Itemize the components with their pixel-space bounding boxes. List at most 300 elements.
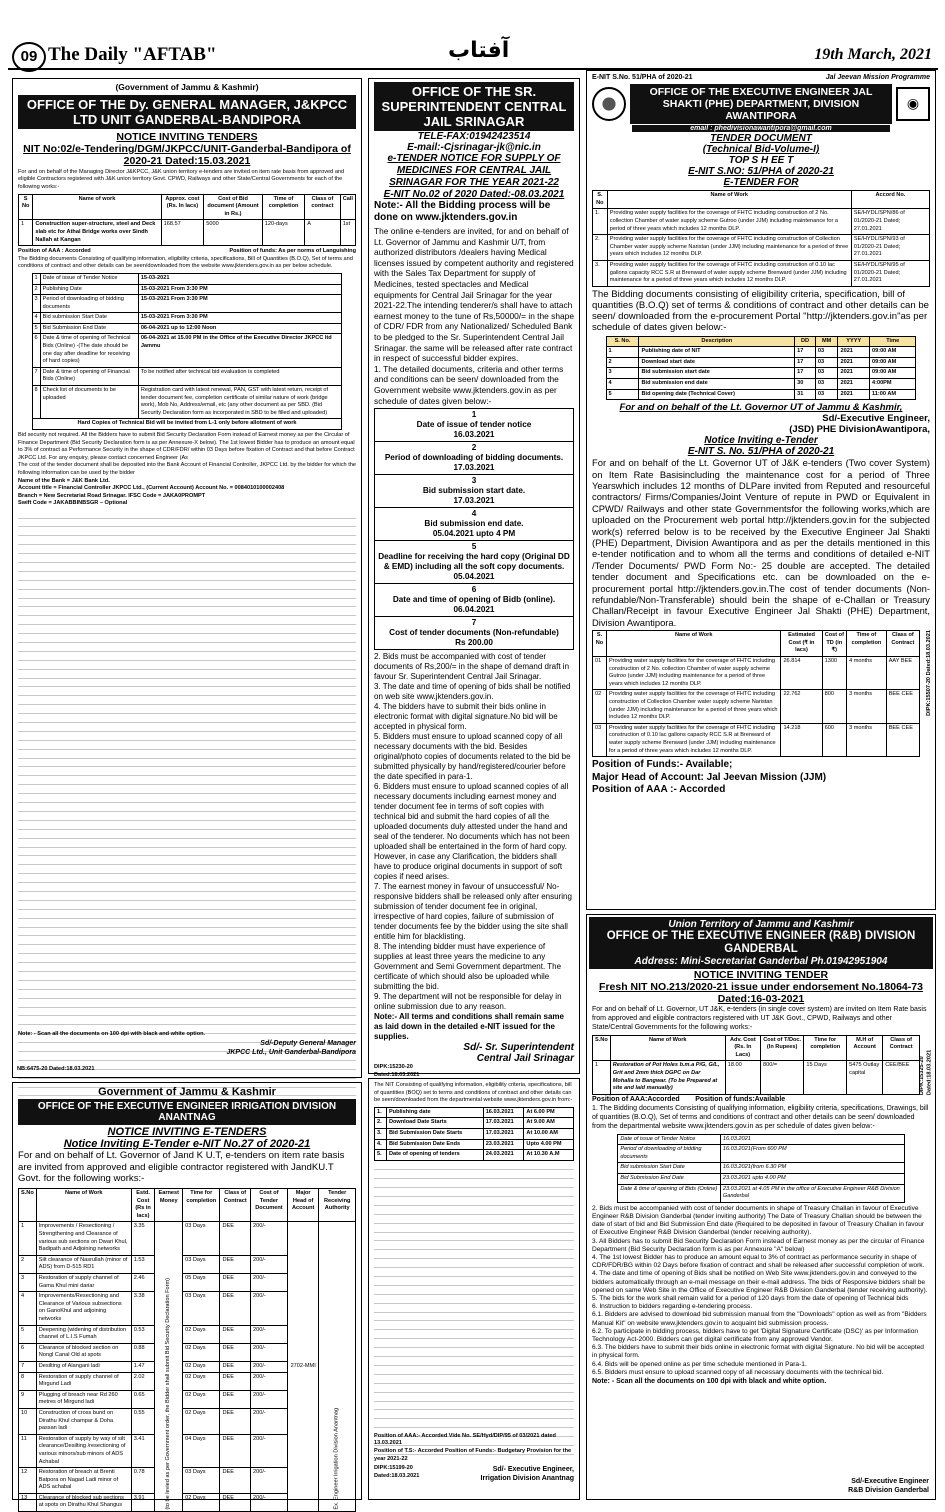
table-cell: SE/HYDL/SPN/93 of 01/2020-21 Dated; 27.01.2021 [851,235,929,261]
office-banner: OFFICE OF THE SR. SUPERINTENDENT CENTRAL JAIL SRINAGAR [374,82,574,131]
table-cell: 0.88 [131,1343,155,1361]
table-header-row [19,194,356,220]
schedule-intro: 1. The detailed documents, criteria and other terms and conditions can be seen/ downloaded from the Government website www.jktenders.gov.in as per schedule of dates given below:- [374,363,564,406]
table-cell: 2. [375,1118,387,1129]
table-cell: 15-03-2021 From 3:30 PM [138,284,342,295]
table-cell: 5 [19,1325,37,1343]
table-row [618,1163,904,1174]
table-header-row [593,1035,920,1061]
table-cell: 02 Days [183,1343,220,1361]
table-cell: At 10.00 AM [524,1128,574,1139]
schedule-table [374,1107,574,1161]
table-header: Cost of Bid document (Amount in Rs.) [204,194,263,220]
notice-title: Notice Inviting e-Tender [704,435,818,447]
bidding-note: Note:- All the Bidding process will be done on www.jktenders.gov.in [374,200,551,223]
position-funds: Position of funds: As per norms of Languishing [229,248,356,255]
table-row [618,1134,904,1145]
table-cell: 0.78 [131,1468,155,1494]
table-header: Name of work [33,194,161,220]
table-cell: 5475 Outlay capital [847,1061,883,1094]
telefax: TELE-FAX:01942423514 [417,131,531,142]
table-cell: Providing water supply facilities for the coverage of FHTC including construction of 2 No. collection Chamber of water supply scheme Gutroo (under JJM) including maintenance for a period of three years which includes 12 months DLP. [607,209,851,235]
table-header: S.No [19,1189,37,1222]
position-aaa: Position of AAA : Accorded [18,248,91,255]
dipk-number: DIPK:15325-20 Dated:18.03.2021 [918,1049,933,1095]
table-cell: DEE [220,1390,251,1408]
clause: 4. The date and time of opening of Bids shall be notified on Web Site www.jktenders.gov.in and conveyed to the bidders automatically through an e-mail message on their e-mail address. The bids of Responsive bidders shall be opened on same Web Site in the Office of Executive Engineer R&B Division Ganderbal (tender receiving authority). [592,1270,928,1294]
table-header: Name of Work [36,1189,131,1222]
nit-number: NIT No:02/e-Tendering/DGM/JKPCC/UNIT-Ganderbal-Bandipora of 2020-21 Dated:15.03.2021 [23,142,351,167]
table-cell: 15-03-2021 From 3:30 PM [138,295,342,313]
table-header: Call [340,194,355,220]
office-banner: OFFICE OF THE EXECUTIVE ENGINEER IRRIGATION DIVISION ANANTNAG [18,1099,356,1125]
newspaper-name: The Daily "AFTAB" [48,44,217,65]
table-cell: 16.03.2021(From 600 PM [720,1145,904,1163]
table-header: S.No [593,1035,611,1061]
enit-label: E-NIT S.No. 51/PHA of 2020-21 [592,74,693,81]
signature: Sd/- Sr. Superintendent [463,1042,574,1054]
office-banner: OFFICE OF THE EXECUTIVE ENGINEER JAL SHAKTI (PHE) DEPARTMENT, DIVISION AWANTIPORA [630,84,892,124]
table-cell: 200/- [251,1222,288,1255]
programme-label: Jal Jeevan Mission Programme [825,74,930,81]
table-header: MM [815,336,838,347]
notice-title: NOTICE INVITING TENDER [693,969,829,981]
table-cell: Providing water supply facilities for the coverage of FHTC including construction of Collection Chamber water supply scheme Naristan (under JJM) including maintenance for a period of three years which includes 12 months DLP. [607,235,851,261]
notice-title: NOTICE INVITING E-TENDERS [107,1126,267,1138]
table-cell: 2.46 [131,1274,155,1292]
schedule-table [606,336,917,401]
table-cell: 13 [19,1493,37,1511]
table-cell: 2021 [838,368,870,379]
table-cell: Improvements / Resectioning / Strengthening and Clearance of various sub sections on Dwari Khul, Badipath and Adjoining networks [36,1222,131,1255]
bidding-paragraph: 1. The Bidding documents Consisting of qualifying information, eligibility criteria, specifications, Drawings, bill of quantities (B.O.Q), Set of terms and conditions of contract and other details can be seen/ downloaded from the departmental website www.jktenders.gov.in as per schedule of dates given below:- [592,1104,929,1131]
table-cell: 09:00 AM [869,368,915,379]
table-cell: DEE [220,1372,251,1390]
table-cell: DEE [220,1274,251,1292]
table-cell: 7 [19,1361,37,1372]
table-cell: 17 [795,347,816,358]
enit-number-2: E-NIT S. No. 51/PHA of 2020-21 [687,446,835,458]
table-cell: DEE [220,1222,251,1255]
authority-cell: Ex. Engineer Irrigation Division Anantnag [319,1222,356,1512]
table-cell: DEE [220,1361,251,1372]
table-header: Cost of Tender Document [251,1189,288,1222]
table-cell: Providing water supply facilities for the coverage of FHTC including construction of 0.10 lac gallons capacity RCC S.R at Brenward of water supply scheme Brenward (under JJM) including maintenance for a period of three years which includes 12 months DLP. [607,260,851,286]
table-header: Cost of T/Doc. (In Rupees) [760,1035,803,1061]
table-cell: 2. [593,235,608,261]
table-cell: 23.03.2021 upto 4.00 PM [720,1173,904,1184]
table-header: YYYY [838,336,870,347]
schedule-value: 17.03.2021 [453,496,495,506]
table-cell: 17.03.2021 [483,1118,524,1129]
page-header [8,38,938,70]
table-cell: 200/- [251,1372,288,1390]
table-cell: Improvements/Resectioning and Clearance of Various subsections on GanoKhul and adjoining networks [36,1292,131,1325]
table-cell: 6 [19,1343,37,1361]
table-cell: 8 [19,1372,37,1390]
table-cell: Desilting of Alangani ladi [36,1361,131,1372]
schedule-table [617,1134,904,1203]
table-cell: 02 Days [183,1408,220,1434]
clause: 6.3. The bidders have to submit their bids online in electronic format with digital Signature. No bid will be accepted in physical form. [592,1344,924,1360]
final-note: Note:- All terms and conditions shall remain same as laid down in the detailed e-NIT issued for the supplies. [374,1012,564,1042]
table-header: Class of Contract [220,1189,251,1222]
cost-deposit-text: The cost of the tender document shall be deposited into the Bank Account of Financial Controller, JKPCC Ltd. by the bidder for which the following information can be used by the bidder [18,462,356,476]
table-cell: DEE [220,1255,251,1273]
table-cell: Bid Submission Date Starts [386,1128,483,1139]
fine-print-block [18,511,356,1031]
clause: 6.2. To participate in bidding process, bidders have to get 'Digital Signature Certificate (DSC)' as per Information Technology Act-2000. Bidders can get digital certificate from any approved Vendor. [592,1327,919,1343]
table-cell: 2021 [838,389,870,400]
table-cell: 02 Days [183,1493,220,1511]
table-cell: 4 months [847,656,887,689]
table-cell: 26.814 [781,656,822,689]
table-header: S No [19,194,33,220]
table-cell: Date of opening of tenders [386,1150,483,1161]
table-row [32,295,342,313]
table-cell: 30 [795,378,816,389]
top-line [592,73,930,82]
table-cell: Publishing Date [40,284,138,295]
table-cell: DEE [220,1493,251,1511]
table-row [19,220,356,246]
schedule-number: 4 [471,509,477,519]
dated: Dated:18.03.2021 [374,1071,420,1078]
table-cell: Date & time of opening of Technical Bids (Online) -(The date should be one day after deadline for receiving of hard copies) [40,334,138,367]
table-header: S. No [593,191,608,209]
schedule-number: 3 [471,476,477,486]
table-cell: 3.38 [131,1292,155,1325]
nit-number: Notice Inviting E-Tender e-NIT No.27 of 2020-21 [63,1138,311,1150]
table-cell: SE/HYDL/SPN/86 of 01/2020-21 Dated; 27.01.2021 [851,209,929,235]
table-cell: 200/- [251,1325,288,1343]
major-head-cell: 2702-MMI [287,1222,319,1512]
clause: 6.1. Bidders are advised to download bid submission manual from the "Downloads" option as well as from "Bidders Manual Kit" on website www.jktenders.gov.in to acquaint bid submission process. [592,1311,927,1327]
table-row [593,656,920,689]
table-cell: 15-03-2021 [138,273,342,284]
table-cell: 0.55 [131,1408,155,1434]
table-header: Time for completion [804,1035,847,1061]
table-cell: 4 [19,1292,37,1325]
intro-text: For and on behalf of Lt. Governor of Jand K U.T, e-tenders on item rate basis are invited from approved and eligible contractor registered with JandKU.T Govt. for the following works:- [18,1150,345,1185]
table-cell: 2021 [838,357,870,368]
table-cell: Plugging of breach near Rd 260 metres of Mirgund ladi [36,1390,131,1408]
table-cell: 16.03.2021(from 6.30 PM [720,1163,904,1174]
table-cell: 200/- [251,1493,288,1511]
table-cell: 03 Days [183,1292,220,1325]
table-cell: 120-days [262,220,305,246]
table-cell: 3 [606,368,639,379]
table-cell: 3 [19,1274,37,1292]
table-cell: 14.218 [781,723,822,756]
table-cell: 800 [822,690,846,723]
table-cell: 200/- [251,1408,288,1434]
table-cell: Date of issue of Tender Notice [40,273,138,284]
govt-title: Government of Jammu & Kashmir [98,1086,276,1098]
table-cell: 200/- [251,1434,288,1467]
table-cell: 1. [593,209,608,235]
position-ts: Position of T.S:- Accorded Position of Funds:- Budgetary Provision for the year 2021-22 [374,1447,572,1462]
schedule-item [375,541,573,584]
table-header-row [593,631,920,657]
signature-designation: R&B Division Ganderbal [848,1486,929,1494]
table-cell: 09:00 AM [869,357,915,368]
table-row [606,368,916,379]
jal-shakti-tender-notice [586,70,936,910]
schedule-box [374,408,574,650]
email: email : phedivisionawantipora@gmail.com [632,125,890,132]
table-cell: 3. [375,1128,387,1139]
table-cell: 03 [815,368,838,379]
table-row [32,273,342,284]
table-cell: Bid submission end date [639,378,795,389]
table-cell: A [305,220,340,246]
table-row [606,347,916,358]
table-cell: 3.35 [131,1222,155,1255]
clause: 9. The department will not be responsible for delay in online submission due to any reason. [374,992,562,1012]
table-cell: 17 [795,357,816,368]
table-cell: BEE CEE [886,690,919,723]
table-cell: Restoration of Pot Holes b.m.a P/G, G/L, Grit and 2mm thick DGPC on Dar Mohalla to Bangwar. (To be Prepared at site and laid manually) [610,1061,725,1094]
table-cell: Restoration of breach at Brenti Batpora on Nagad Ladi minor of ADS achabal [36,1468,131,1494]
notice-title: NOTICE INVITING TENDERS [116,130,258,143]
fresh-nit: Fresh NIT NO.213/2020-21 issue under endorsement No.18064-73 Dated:16-03-2021 [599,981,923,1005]
footer-row [374,1465,574,1483]
signature: Sd/-Executive Engineer, [822,413,930,425]
table-header: Name of Work [607,191,851,209]
table-row [593,260,930,286]
table-row [593,1061,920,1094]
table-cell: 10 [19,1408,37,1434]
table-row [375,1118,574,1129]
table-cell: 2 [32,284,40,295]
scan-note: Note: - Scan all the documents on 100 dpi with black and white option. [592,1378,827,1385]
schedule-item [375,409,573,442]
clauses [592,1205,930,1377]
table-cell: DEE [220,1325,251,1343]
works-table-2 [592,630,920,757]
table-cell: 15-03-2021 From 3:30 PM [138,313,342,324]
table-cell: 5. [375,1150,387,1161]
doc-subtitle: (Technical Bid-Volume-I) [702,144,820,156]
reference-number: NB:6475-20 Dated:18.03.2021 [17,1066,95,1073]
table-cell: 3 months [847,723,887,756]
table-cell: Bid submission Start Date [618,1163,721,1174]
table-cell: 01 [593,656,607,689]
table-cell: 02 Days [183,1390,220,1408]
table-cell: 15 Days [804,1061,847,1094]
table-header-row [593,191,930,209]
intro-text: For and on behalf of the Managing Director J&KPCC, J&K union territory e-tenders are invited on item rate basis from approved and eligible Contractors registered with J&K union territory Govt. CPWD, Railways and other State/Central Governments for each of the following works:- [18,168,345,190]
table-cell: 31 [795,389,816,400]
table-cell: 03 Days [183,1468,220,1494]
table-cell: Date & time of opening of Bids (Online) [618,1184,721,1202]
clause: 2. Bids must be accompanied with cost of tender documents in shape of Treasury Challan in favour of Executive Engineer R&B Division Ganderbal (tender inviting authority) The Date of Treasury Challan should be between the date of start of bid and Bid Submission End date (Required to be deposited in favour of Treasury Challan in favour of Executive Engineer R&B Division Ganderbal (tender receiving authority). [592,1204,925,1237]
table-cell: 23.03.2021 [483,1139,524,1150]
table-cell: Publishing date [386,1107,483,1118]
nit-paragraph: The NIT Consisting of qualifying information, eligibility criteria, specifications, bill of quantities (BOQ) set to terms and conditions of contract and other details can be seen/downloaded from the departmental website www.jktenders.gov.in from:- [374,1082,573,1104]
table-cell: 600 [822,723,846,756]
position-funds: Position of Funds:- Available; [592,759,733,771]
intro-text: For and on behalf of Lt. Governor, UT J&K, e-tenders (in single cover system) are invited on Item Rate basis from approved and eligible contractors registered with UT J&K Govt., CPWD, Railways and other State/Central Governments for the following works:- [592,1006,927,1032]
signature-block [848,1477,929,1495]
table-cell: Upto 4.00 PM [524,1139,574,1150]
table-cell: 1 [606,347,639,358]
schedule-item [375,617,573,649]
table-cell: 22.762 [781,690,822,723]
table-cell: 3 [32,295,40,313]
table-cell: At 10.30 A.M [524,1150,574,1161]
dipk-number: DIPK:15230-20 [374,1064,413,1071]
table-cell: 9 [19,1390,37,1408]
table-cell: Period of downloading of bidding documents [618,1145,721,1163]
table-cell: Restoration of supply channel of Gama Khul mini dariar [36,1274,131,1292]
table-cell: Date of issue of Tender Notice [618,1134,721,1145]
schedule-value: 05.04.2021 upto 4 PM [432,529,516,539]
table-row [32,367,342,385]
schedule-description: Cost of tender documents (Non-refundable) [389,628,559,638]
top-sheet: TOP S H EE T [728,155,794,167]
table-cell: Deepening (widening of distribution channel of L.I.S Fumah [36,1325,131,1343]
bid-security-text: Bid security not required. All the Bidders have to submit Bid Security Declaration Form instead of Earnest money as per the Circular of Finance Department (Bid Security Declaration form is as per Annexure-X below). The 1st lowest Bidder has to produce an amount equal to 3% of contract as Performance Security in the shape of CDR/FDR/ within 03 Days before fixation of Contract and that before Contract JKPCC Ltd. For any enquiry, please contact concerned Engineer (As [18,432,355,461]
doc-title: TENDER DOCUMENT [710,133,812,145]
table-row [606,357,916,368]
table-row [593,690,920,723]
table-header: S. No [593,631,607,657]
clause: 6.5. Bidders must ensure to upload scanned copy of all necessary documents with the technical bid. [592,1368,884,1376]
email: E-mail:-Cjsrinagar-jk@nic.in [407,142,541,153]
table-cell: 12 [19,1468,37,1494]
table-cell: DEE [220,1468,251,1494]
clause: 6. Bidders must ensure to upload scanned copies of all necessary documents including earnest money and tender document fee in terms of soft copies with technical bid and submit the hard copies of all the uploaded documents duly attested under the hand and seal of the tenderer. No documents which has not been uploaded shall be entertained in the form of hard copy. However, in case any Clarification, the bidders shall have to produce original documents in support of soft copies if need arises. [374,782,570,882]
table-header-row [19,1189,356,1222]
dipk-number: DIPK:15199-20 [374,1465,413,1472]
table-header: M.H of Account [847,1035,883,1061]
table-row [32,386,342,419]
table-cell: 17.03.2021 [483,1128,524,1139]
table-cell: 1st [340,220,355,246]
table-cell: 06-04-2021 at 15.00 PM in the Office of the Executive Director JKPCC ltd Jammu [138,334,342,367]
table-cell: Bid Submission End Date [618,1173,721,1184]
table-cell: 4:00PM [869,378,915,389]
table-cell: 23.03.2021 at 4.05 PM in the office of Executive Engineer R&B Division Ganderbal [720,1184,904,1202]
table-cell: 1.53 [131,1255,155,1273]
table-cell: 18.00 [725,1061,760,1094]
table-cell: 1 [19,220,33,246]
table-cell: 11 [19,1434,37,1467]
table-header: Cost of TD (in ₹) [822,631,846,657]
table-cell: Bid Submission Date Ends [386,1139,483,1150]
table-cell: 800/= [760,1061,803,1094]
table-header: Estd. Cost (Rs in lacs) [131,1189,155,1222]
table-cell: 200/- [251,1274,288,1292]
govt-title: (Government of Jammu & Kashmir) [115,82,259,92]
table-cell: 200/- [251,1468,288,1494]
works-table [18,1188,356,1512]
schedule-value: 17.03.2021 [453,463,495,473]
fine-print-block [374,1163,574,1433]
table-row [32,313,342,324]
table-cell: 04 Days [183,1434,220,1467]
clause: 4. The 1st lowest Bidder has to produce an amount equal to 3% of contract as performance security in shape of CDR/FDR/BG within 02 Days before fixation of contract and shall be released after successful completion of work. [592,1253,925,1270]
table-header: Approx. cost (Rs. In lacs) [161,194,204,220]
table-cell: 2021 [838,378,870,389]
table-header: Time of completion [262,194,305,220]
table-cell: 02 Days [183,1372,220,1390]
table-cell: Restoration of supply by way of silt clearance/Desilting /resectioning of various minors/sub minors of ADS Achabal [36,1434,131,1467]
table-cell: 3. [593,260,608,286]
table-header: Adv. Cost (Rs. In Lacs) [725,1035,760,1061]
bank-line: Name of the Bank = J&K Bank Ltd. [18,477,110,484]
table-header: Time for completion [183,1189,220,1222]
table-cell: 02 Days [183,1361,220,1372]
table-cell: Download start date [639,357,795,368]
table-cell: Period of downloading of bidding documents [40,295,138,313]
major-head: Major Head of Account: Jal Jeevan Mission (JJM) [592,771,827,783]
etender-for: E-TENDER FOR [723,177,799,189]
table-cell: Construction super-structure, steel and Deck slab etc for Athal Bridge works over Sindh Nallah at Kangan [33,220,161,246]
table-cell: Publishing date of NIT [639,347,795,358]
schedule-item [375,508,573,541]
table-cell: Providing water supply facilities for the coverage of FHTC including construction of 2 No. collection Chamber of water supply scheme Gutroo (under JJM) including maintenance for a period of three years which includes 12 months DLP. [606,656,780,689]
rb-ganderbal-tender-notice [586,914,936,1500]
table-cell: 200/- [251,1343,288,1361]
table-cell: Bid submission start date [639,368,795,379]
table-cell: 24.03.2021 [483,1150,524,1161]
table-cell: 200/- [251,1361,288,1372]
table-cell: 2 [606,357,639,368]
table-row [32,334,342,367]
table-cell: 03 [593,723,607,756]
table-cell: Bid submission Start Date [40,313,138,324]
schedule-value: 05.04.2021 [453,572,495,582]
table-cell: 5 [606,389,639,400]
irrigation-tender-notice [12,1082,362,1511]
table-cell: 6 [32,334,40,367]
table-row [593,723,920,756]
table-cell: Hard Copies of Technical Bid will be invited from L-1 only before allotment of work [32,419,342,430]
signature-designation: Irrigation Division Anantnag [480,1475,574,1483]
table-cell: To be notified after technical bid evaluation is completed [138,367,342,385]
notice-title: e-TENDER NOTICE FOR SUPPLY OF MEDICINES FOR CENTRAL JAIL SRINAGAR FOR THE YEAR 2021-22 [387,153,561,188]
table-header: Accord No. [851,191,929,209]
schedule-value: 06.04.2021 [453,605,495,615]
clause: 6. Instruction to bidders regarding e-tendering process. [592,1303,753,1311]
table-header: Name of Work [606,631,780,657]
table-cell: 168.57 [161,220,204,246]
table-header: Estimated Cost (₹ in lacs) [781,631,822,657]
table-header: Class of Contract [883,1035,920,1061]
clause: 2. Bids must be accompanied with cost of tender documents of Rs,200/= in the shape of demand draft in favour Sr. Superintendent Central Jail Srinagar. [374,652,570,682]
table-cell: 03 [815,389,838,400]
table-row [618,1173,904,1184]
schedule-description: Deadline for receiving the hard copy (Original DD & EMD) including all the soft copy documents. [378,552,570,572]
table-row [19,1222,356,1255]
newspaper-logo: آفتاب [448,38,510,63]
dipk-number: DIPK:15507-20 Dated:18.03.2021 [926,630,933,717]
schedule-number: 7 [471,618,477,628]
table-cell: 1 [19,1222,37,1255]
scan-note: Note: - Scan all the documents on 100 dpi with black and white option. [18,1030,206,1037]
signature: Sd/-Executive Engineer [851,1477,929,1485]
schedule-description: Period of downloading of bidding documents. [384,453,564,463]
schedule-item [375,584,573,617]
table-header-row [606,336,916,347]
table-cell: Providing water supply facilities for the coverage of FHTC including construction of Collection Chamber water supply scheme Naristan (under JJM) including maintenance for a period of three years which includes 12 months DLP. [606,690,780,723]
table-cell: Date & time of opening of Financial Bids (Online) [40,367,138,385]
clauses [374,652,574,1012]
table-row [32,323,342,334]
